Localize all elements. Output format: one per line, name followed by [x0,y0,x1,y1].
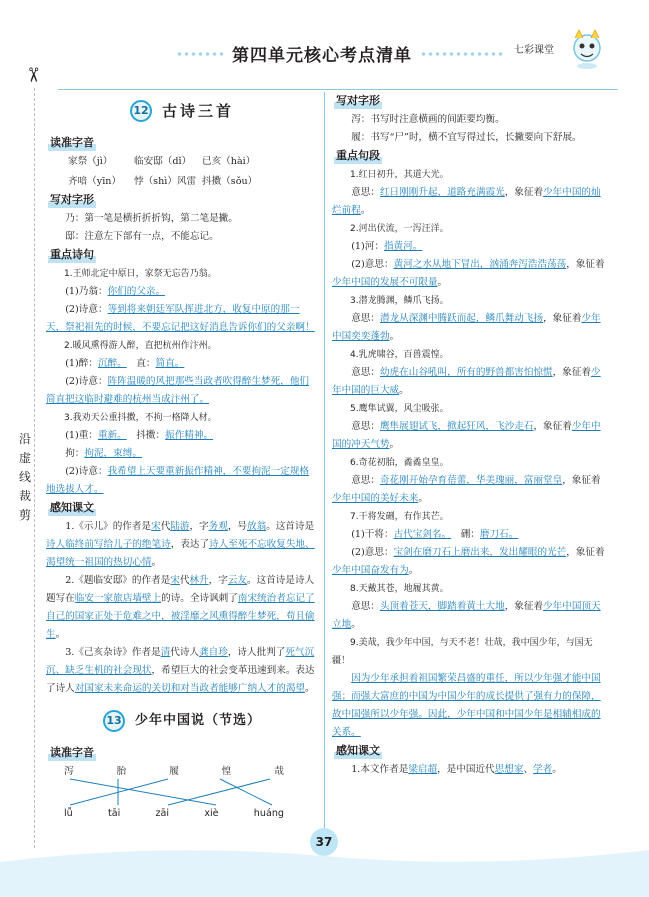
match-pinyin: huáng [253,808,284,819]
annotation: (2)诗意：等到将来朝廷军队挥进北方，收复中原的那一天，祭祀祖先的时候，不要忘记把这好消息告诉你们的父亲啊！ [46,304,315,333]
section-heading: 读准字音 [50,746,94,759]
pronunciation-list [46,153,318,191]
match-char: 履 [169,766,179,777]
match-pinyin: zāi [155,808,170,819]
section-heading: 感知课文 [336,744,380,757]
sentence: 1.红日初升，其道大光。 [350,170,449,180]
header-rule [58,89,618,90]
right-column [332,92,608,779]
page-title: 第四单元核心考点清单 [232,46,412,66]
writing-note: 邸：注意左下部有一点，不能忘记。 [65,231,219,242]
annotation: (1)重：重新。 抖擞：振作精神。 [65,430,214,441]
list-item: 已亥（hài） [202,156,256,167]
sentence: 9.美哉，我少年中国，与天不老！壮哉，我中国少年，与国无疆！ [332,638,593,666]
scissors-icon: ✂ [21,66,46,84]
sentence: 6.奇花初胎，矞矞皇皇。 [350,458,449,468]
match-char: 泻 [64,766,74,777]
paragraph: 1.《示儿》的作者是宋代陆游，字务观，号放翁。这首诗是诗人临终前写给儿子的绝笔诗，表达了诗人至死不忘收复失地、渴望统一祖国的热切心情。 [46,521,315,568]
match-char: 哉 [274,766,284,777]
lesson-12-heading [46,92,318,130]
match-char: 胎 [116,766,127,777]
header-dots-right [420,51,506,57]
sentence: 8.天戴其苍，地履其黄。 [350,584,449,594]
meaning: (2)意思：黄河之水从地下冒出，汹涌奔泻浩浩荡荡，象征着少年中国的发展不可限量。 [332,259,605,288]
sentence: 5.鹰隼试翼，风尘吸张。 [350,404,449,414]
page-number: 37 [310,828,338,856]
poem-line: 2.暖风熏得游人醉，直把杭州作汴州。 [64,341,217,351]
annotation: (1)醉：沉醉。 直：简直。 [65,358,185,369]
pinyin-matching-exercise [64,763,304,823]
column-divider [324,92,325,838]
meaning: (1)干将：古代宝剑名。 硎：磨刀石。 [351,529,519,540]
match-char: 惶 [221,766,232,777]
meaning: (1)河：指黄河。 [351,241,423,252]
meaning: 因为少年承担着祖国繁荣昌盛的重任，所以少年强才能中国强；而强大富庶的中国为中国少年的成长提供了强有力的保障，故中国强所以少年强。因此，少年中国和中国少年是相辅相成的关系。 [332,673,601,738]
sentence: 2.河出伏流，一泻汪洋。 [350,224,449,234]
lesson-number: 13 [103,710,125,732]
sentence: 7.干将发硎，有作其芒。 [350,512,449,522]
meaning: 意思：红日刚刚升起，道路充满霞光，象征着少年中国的灿烂前程。 [332,187,601,216]
annotation: (2)诗意：阵阵温暖的风把那些当政者吹得醉生梦死，他们简直把这临时避难的杭州当成汴州了。 [46,376,310,405]
lesson-13-heading [46,702,318,740]
section-heading: 写对字形 [336,94,380,107]
list-item: 家祭（jì） [68,156,113,167]
meaning: 意思：头顶着苍天，脚踏着黄土大地，象征着少年中国顶天立地。 [332,601,601,630]
match-lines [64,777,294,807]
annotation: (2)诗意：我希望上天要重新振作精神，不要拘泥一定规格地选拔人才。 [46,466,310,495]
meaning: (2)意思：宝剑在磨刀石上磨出来，发出耀眼的光芒，象征着少年中国奋发有为。 [332,547,605,576]
list-item: 悖（shì）风雷 [134,176,197,187]
section-heading: 重点句段 [336,149,380,162]
poem-line: 3.我劝天公重抖擞，不拘一格降人材。 [64,413,217,423]
cut-instruction: 沿虚线裁剪 [19,432,32,522]
meaning: 意思：鹰隼展翅试飞，掀起狂风，飞沙走石，象征着少年中国的冲天气势。 [332,421,601,450]
paragraph: 3.《己亥杂诗》作者是清代诗人龚自珍，诗人批判了死气沉沉、缺乏生机的社会现状，希望巨大的社会变革迅速到来。表达了诗人对国家未来命运的关切和对当政者能够广纳人才的渴望。 [46,647,315,694]
section-heading: 读准字音 [50,136,94,149]
list-item: 齐喑（yīn） [68,176,122,187]
header-dots-left [176,51,226,57]
writing-note: 乃：第一笔是横折折折钩，第二笔是撇。 [65,213,238,224]
match-pinyin: lǚ [64,808,73,819]
cut-line [34,88,35,848]
sentence: 4.乳虎啸谷，百兽震惶。 [350,350,449,360]
list-item: 抖擞（sǒu） [202,176,258,187]
poem-line: 1.王师北定中原日，家祭无忘告乃翁。 [64,269,217,279]
sentence: 3.潜龙腾渊，鳞爪飞扬。 [350,296,449,306]
paragraph: 1.本文作者是梁启超，是中国近代思想家、学者。 [351,764,562,775]
lesson-title: 少年中国说（节选） [134,713,261,728]
paragraph: 2.《题临安邸》的作者是宋代林升，字云友。这首诗是诗人题写在临安一家旅店墙壁上的诗。全诗讽刺了南宋统治者忘记了自己的国家正处于危难之中，被淫靡之风熏得醉生梦死，苟且偷生。 [46,575,315,640]
lesson-title: 古诗三首 [161,102,234,120]
brand-label: 七彩课堂 [514,45,554,56]
mascot-icon [567,26,607,72]
section-heading: 感知课文 [50,501,94,514]
match-pinyin: xiè [204,808,219,819]
annotation: 拘：拘泥，束缚。 [65,448,142,459]
writing-note: 履：书写“尸”时，横不宜写得过长，长撇要向下舒展。 [351,132,582,143]
meaning: 意思：潜龙从深渊中腾跃而起，鳞爪舞动飞扬，象征着少年中国奕奕蓬勃。 [332,313,601,342]
match-pinyin: tāi [107,808,121,819]
writing-note: 泻：书写时注意横画的间距要均衡。 [351,114,505,125]
meaning: 意思：奇花刚开始孕育蓓蕾，华美瑰丽，富丽堂皇，象征着少年中国的美好未来。 [332,475,601,504]
annotation: (1)乃翁：你们的父亲。 [65,286,166,297]
left-column [46,92,318,823]
section-heading: 写对字形 [50,193,94,206]
meaning: 意思：幼虎在山谷吼叫，所有的野兽都害怕惊慌，象征着少年中国的巨大威。 [332,367,601,396]
section-heading: 重点诗句 [50,248,94,261]
lesson-number: 12 [130,100,152,122]
list-item: 临安邸（dǐ） [134,156,192,167]
